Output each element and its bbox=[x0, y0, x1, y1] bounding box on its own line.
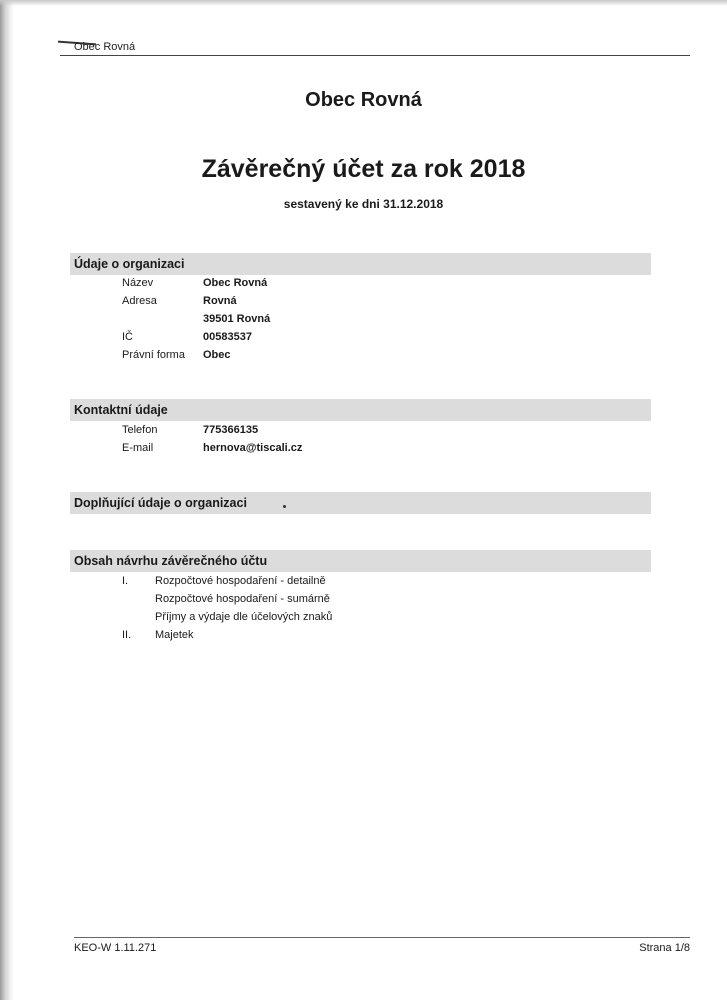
document-title: Závěrečný účet za rok 2018 bbox=[201, 155, 526, 183]
contents-item-text: Majetek bbox=[155, 629, 194, 641]
scan-speck bbox=[283, 505, 286, 508]
contents-item-text: Rozpočtové hospodaření - detailně bbox=[155, 575, 326, 587]
scan-shadow-top bbox=[0, 0, 727, 6]
org-row-value: Rovná bbox=[203, 295, 237, 307]
org-name: Obec Rovná bbox=[305, 89, 422, 111]
org-row-value: 00583537 bbox=[203, 331, 252, 343]
contents-item-number: I. bbox=[122, 575, 129, 587]
contact-row-label: E-mail bbox=[122, 442, 154, 454]
running-header: Obec Rovná bbox=[74, 41, 136, 53]
footer-page-number: Strana 1/8 bbox=[639, 942, 690, 954]
document-subtitle: sestavený ke dni 31.12.2018 bbox=[283, 197, 444, 211]
footer-software-version: KEO-W 1.11.271 bbox=[74, 942, 157, 954]
org-row-value: Obec Rovná bbox=[203, 277, 268, 289]
org-row-label: Název bbox=[122, 277, 154, 289]
contact-row-value: 775366135 bbox=[203, 424, 259, 436]
section-heading-contents: Obsah návrhu závěrečného účtu bbox=[70, 550, 651, 572]
section-heading-contacts: Kontaktní údaje bbox=[70, 399, 651, 421]
org-row-label: Právní forma bbox=[122, 349, 185, 361]
contact-row-value: hernova@tiscali.cz bbox=[203, 442, 303, 454]
section-heading-organization: Údaje o organizaci bbox=[70, 253, 651, 275]
section-heading-additional: Doplňující údaje o organizaci bbox=[70, 492, 651, 514]
contents-item-text: Rozpočtové hospodaření - sumárně bbox=[155, 593, 330, 605]
footer-rule bbox=[74, 937, 690, 938]
scan-shadow-edge bbox=[0, 0, 14, 1000]
contact-row-label: Telefon bbox=[122, 424, 158, 436]
org-row-value: 39501 Rovná bbox=[203, 313, 271, 325]
contents-item-text: Příjmy a výdaje dle účelových znaků bbox=[155, 611, 333, 623]
org-row-label: IČ bbox=[122, 331, 133, 343]
org-row-value: Obec bbox=[203, 349, 231, 361]
org-row-label: Adresa bbox=[122, 295, 157, 307]
header-rule bbox=[60, 55, 690, 56]
contents-item-number: II. bbox=[122, 629, 132, 641]
